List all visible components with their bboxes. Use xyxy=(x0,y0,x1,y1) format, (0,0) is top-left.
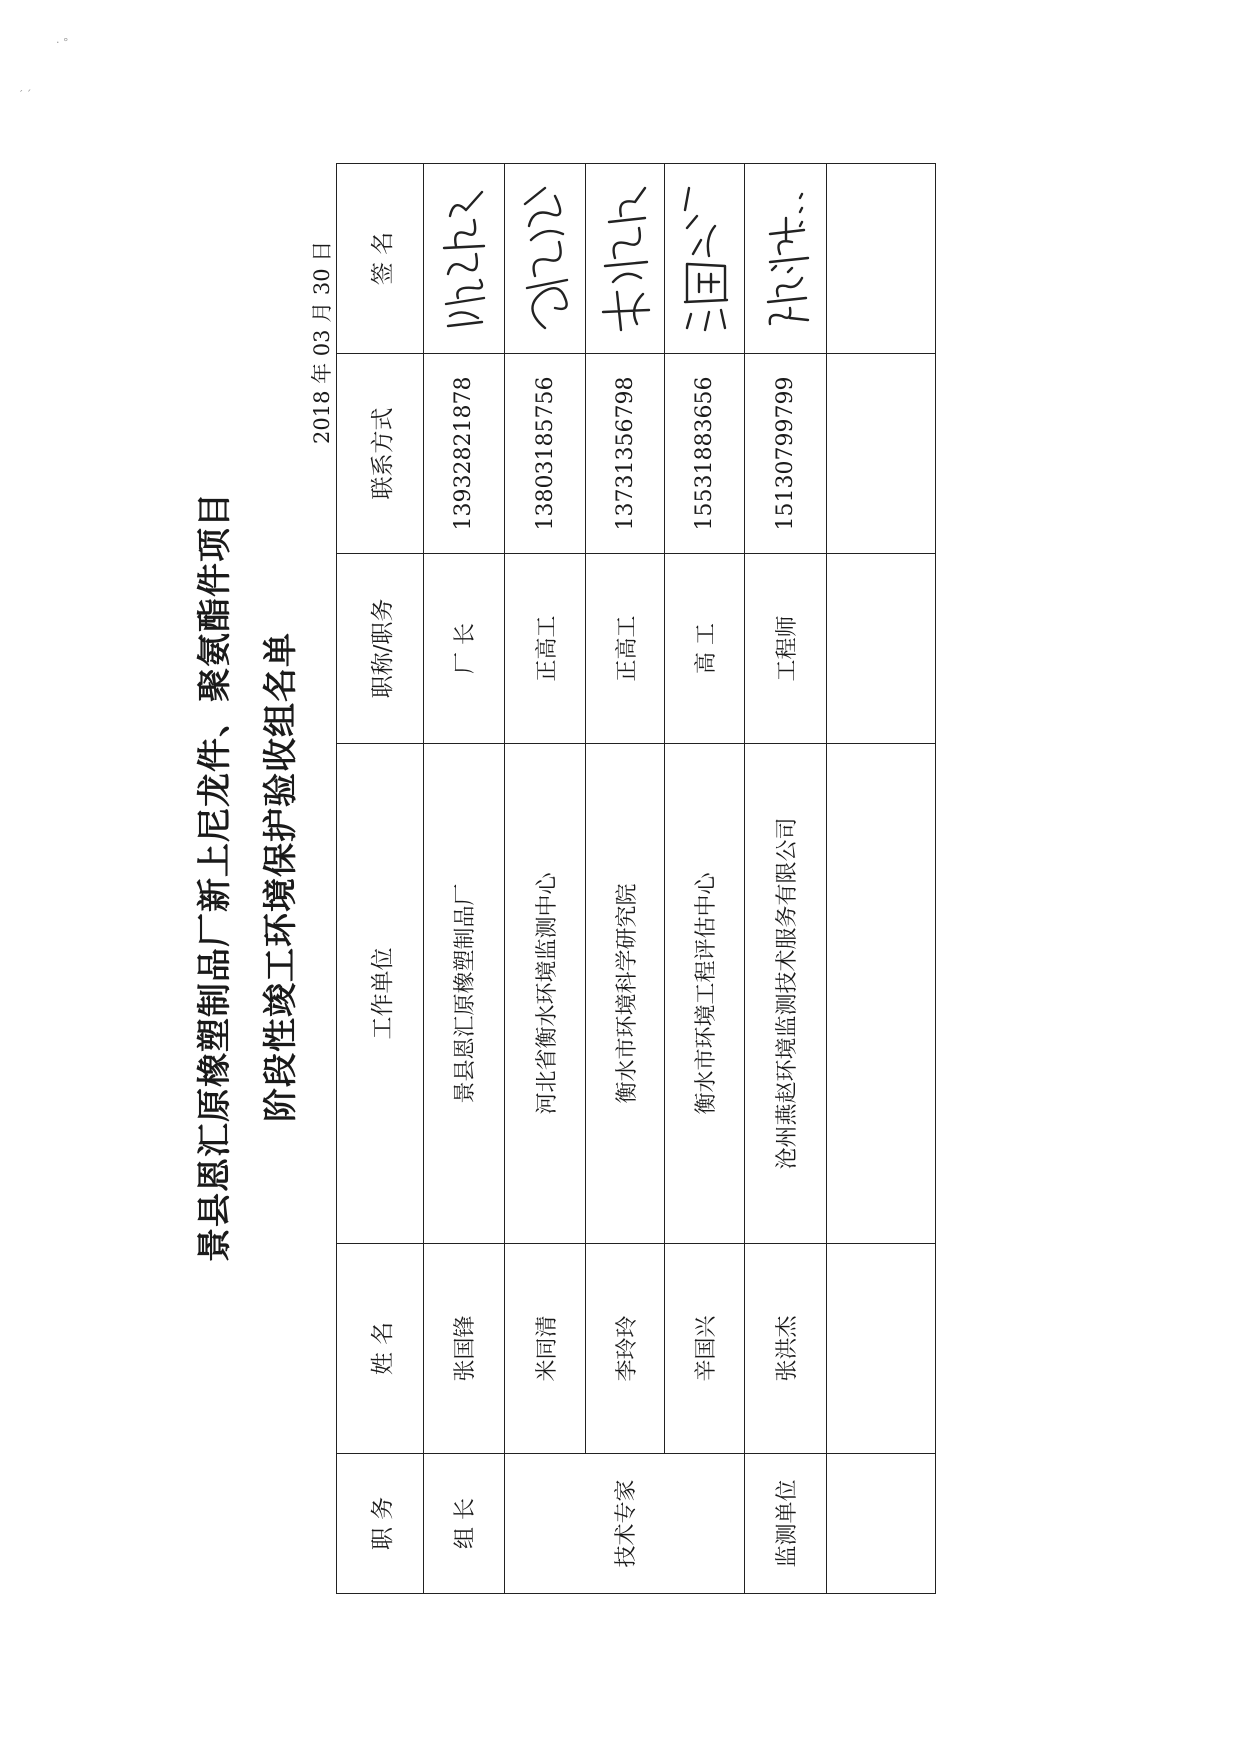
table-row-empty xyxy=(827,164,936,1594)
header-title: 职称/职务 xyxy=(337,554,424,744)
empty-cell xyxy=(827,1244,936,1454)
scan-speck: · ° xyxy=(56,36,69,49)
unit-cell: 衡水市环境工程评估中心 xyxy=(664,744,745,1244)
header-role: 职 务 xyxy=(337,1454,424,1594)
title-cell: 厂 长 xyxy=(424,554,505,744)
title-cell: 工程师 xyxy=(745,554,827,744)
scan-speck: ′ ˊ xyxy=(20,88,32,101)
signature-cell xyxy=(424,164,505,354)
unit-cell: 景县恩汇原橡塑制品厂 xyxy=(424,744,505,1244)
table-row xyxy=(664,164,745,1594)
header-name: 姓 名 xyxy=(337,1244,424,1454)
name-cell: 李玲玲 xyxy=(586,1244,664,1454)
empty-cell xyxy=(827,554,936,744)
phone-cell: 13731356798 xyxy=(586,354,664,554)
document-title: 景县恩汇原橡塑制品厂新上尼龙件、聚氨酯件项目 xyxy=(195,492,235,1262)
phone-cell: 13932821878 xyxy=(424,354,505,554)
handwritten-signature xyxy=(515,179,575,339)
table-row xyxy=(424,164,505,1594)
signature-cell xyxy=(586,164,664,354)
role-cell: 组 长 xyxy=(424,1454,505,1594)
signature-cell xyxy=(664,164,745,354)
table-row xyxy=(504,164,586,1594)
document-date: 2018 年 03 月 30 日 xyxy=(310,240,334,444)
name-cell: 米同清 xyxy=(504,1244,586,1454)
phone-cell: 15531883656 xyxy=(664,354,745,554)
empty-cell xyxy=(827,1454,936,1594)
empty-cell xyxy=(827,164,936,354)
phone-cell: 15130799799 xyxy=(745,354,827,554)
title-cell: 正高工 xyxy=(504,554,586,744)
title-cell: 高 工 xyxy=(664,554,745,744)
signature-cell xyxy=(745,164,827,354)
roster-table xyxy=(336,163,936,1594)
empty-cell xyxy=(827,354,936,554)
handwritten-signature xyxy=(756,179,816,339)
phone-cell: 13803185756 xyxy=(504,354,586,554)
unit-cell: 沧州燕赵环境监测技术服务有限公司 xyxy=(745,744,827,1244)
table-header-row xyxy=(337,164,424,1594)
name-cell: 张国锋 xyxy=(424,1244,505,1454)
role-cell: 监测单位 xyxy=(745,1454,827,1594)
name-cell: 辛国兴 xyxy=(664,1244,745,1454)
handwritten-signature xyxy=(675,179,735,339)
table-row xyxy=(586,164,664,1594)
role-cell: 技术专家 xyxy=(504,1454,745,1594)
table-row xyxy=(745,164,827,1594)
handwritten-signature xyxy=(434,179,494,339)
document-subtitle: 阶段性竣工环境保护验收组名单 xyxy=(261,632,301,1122)
signature-cell xyxy=(504,164,586,354)
header-unit: 工作单位 xyxy=(337,744,424,1244)
name-cell: 张洪杰 xyxy=(745,1244,827,1454)
unit-cell: 衡水市环境科学研究院 xyxy=(586,744,664,1244)
header-phone: 联系方式 xyxy=(337,354,424,554)
title-cell: 正高工 xyxy=(586,554,664,744)
header-signature: 签 名 xyxy=(337,164,424,354)
unit-cell: 河北省衡水环境监测中心 xyxy=(504,744,586,1244)
empty-cell xyxy=(827,744,936,1244)
handwritten-signature xyxy=(595,179,655,339)
